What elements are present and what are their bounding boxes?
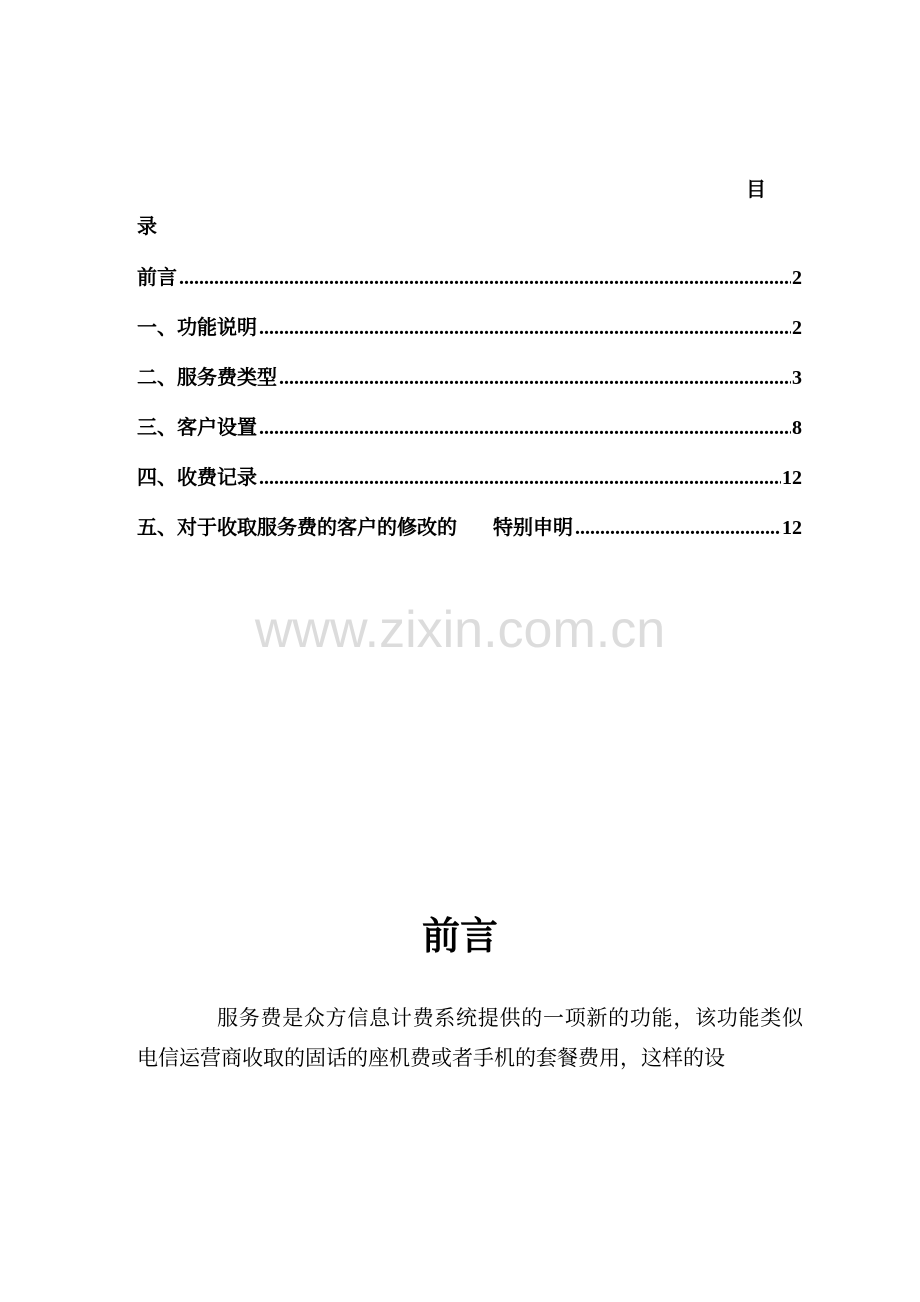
preface-heading: 前言 <box>421 913 498 958</box>
toc-leader-dots <box>575 513 781 543</box>
toc-page-number: 2 <box>792 267 802 289</box>
toc-page-number: 8 <box>792 417 802 439</box>
toc-entry-fee-types[interactable] <box>137 362 802 412</box>
toc-entry-label: 一、功能说明 <box>137 315 257 339</box>
toc-entry-function[interactable] <box>137 312 802 362</box>
toc-page-number: 12 <box>782 517 802 539</box>
toc-leader-dots <box>259 313 791 343</box>
toc-entry-charge-records[interactable] <box>137 462 802 512</box>
toc-leader-dots <box>259 463 781 493</box>
toc-page-number: 2 <box>792 317 802 339</box>
toc-entry-label: 三、客户设置 <box>137 415 257 439</box>
toc-entry-label <box>137 512 575 542</box>
toc-entry-customer-settings[interactable] <box>137 412 802 462</box>
toc-entry-label: 二、服务费类型 <box>137 365 277 389</box>
watermark: www.zixin.com.cn <box>254 601 666 659</box>
toc-entry-special-statement[interactable] <box>137 512 802 562</box>
toc-title-part-1: 目 <box>746 177 766 201</box>
toc-entry-label-part-2: 特别申明 <box>493 515 573 539</box>
toc-entry-preface[interactable] <box>137 262 802 312</box>
table-of-contents <box>137 262 802 562</box>
toc-page-number: 12 <box>782 467 802 489</box>
toc-entry-label: 四、收费记录 <box>137 465 257 489</box>
toc-leader-dots <box>179 263 791 293</box>
toc-leader-dots <box>279 363 791 393</box>
toc-entry-label: 前言 <box>137 265 177 289</box>
preface-paragraph: 服务费是众方信息计费系统提供的一项新的功能，该功能类似电信运营商收取的固话的座机费或者手机的套餐费用，这样的设 <box>137 1006 803 1070</box>
toc-entry-label-part-1: 五、对于收取服务费的客户的修改的 <box>137 515 457 539</box>
toc-title-part-2: 录 <box>137 214 157 238</box>
toc-leader-dots <box>259 413 791 443</box>
toc-page-number: 3 <box>792 367 802 389</box>
